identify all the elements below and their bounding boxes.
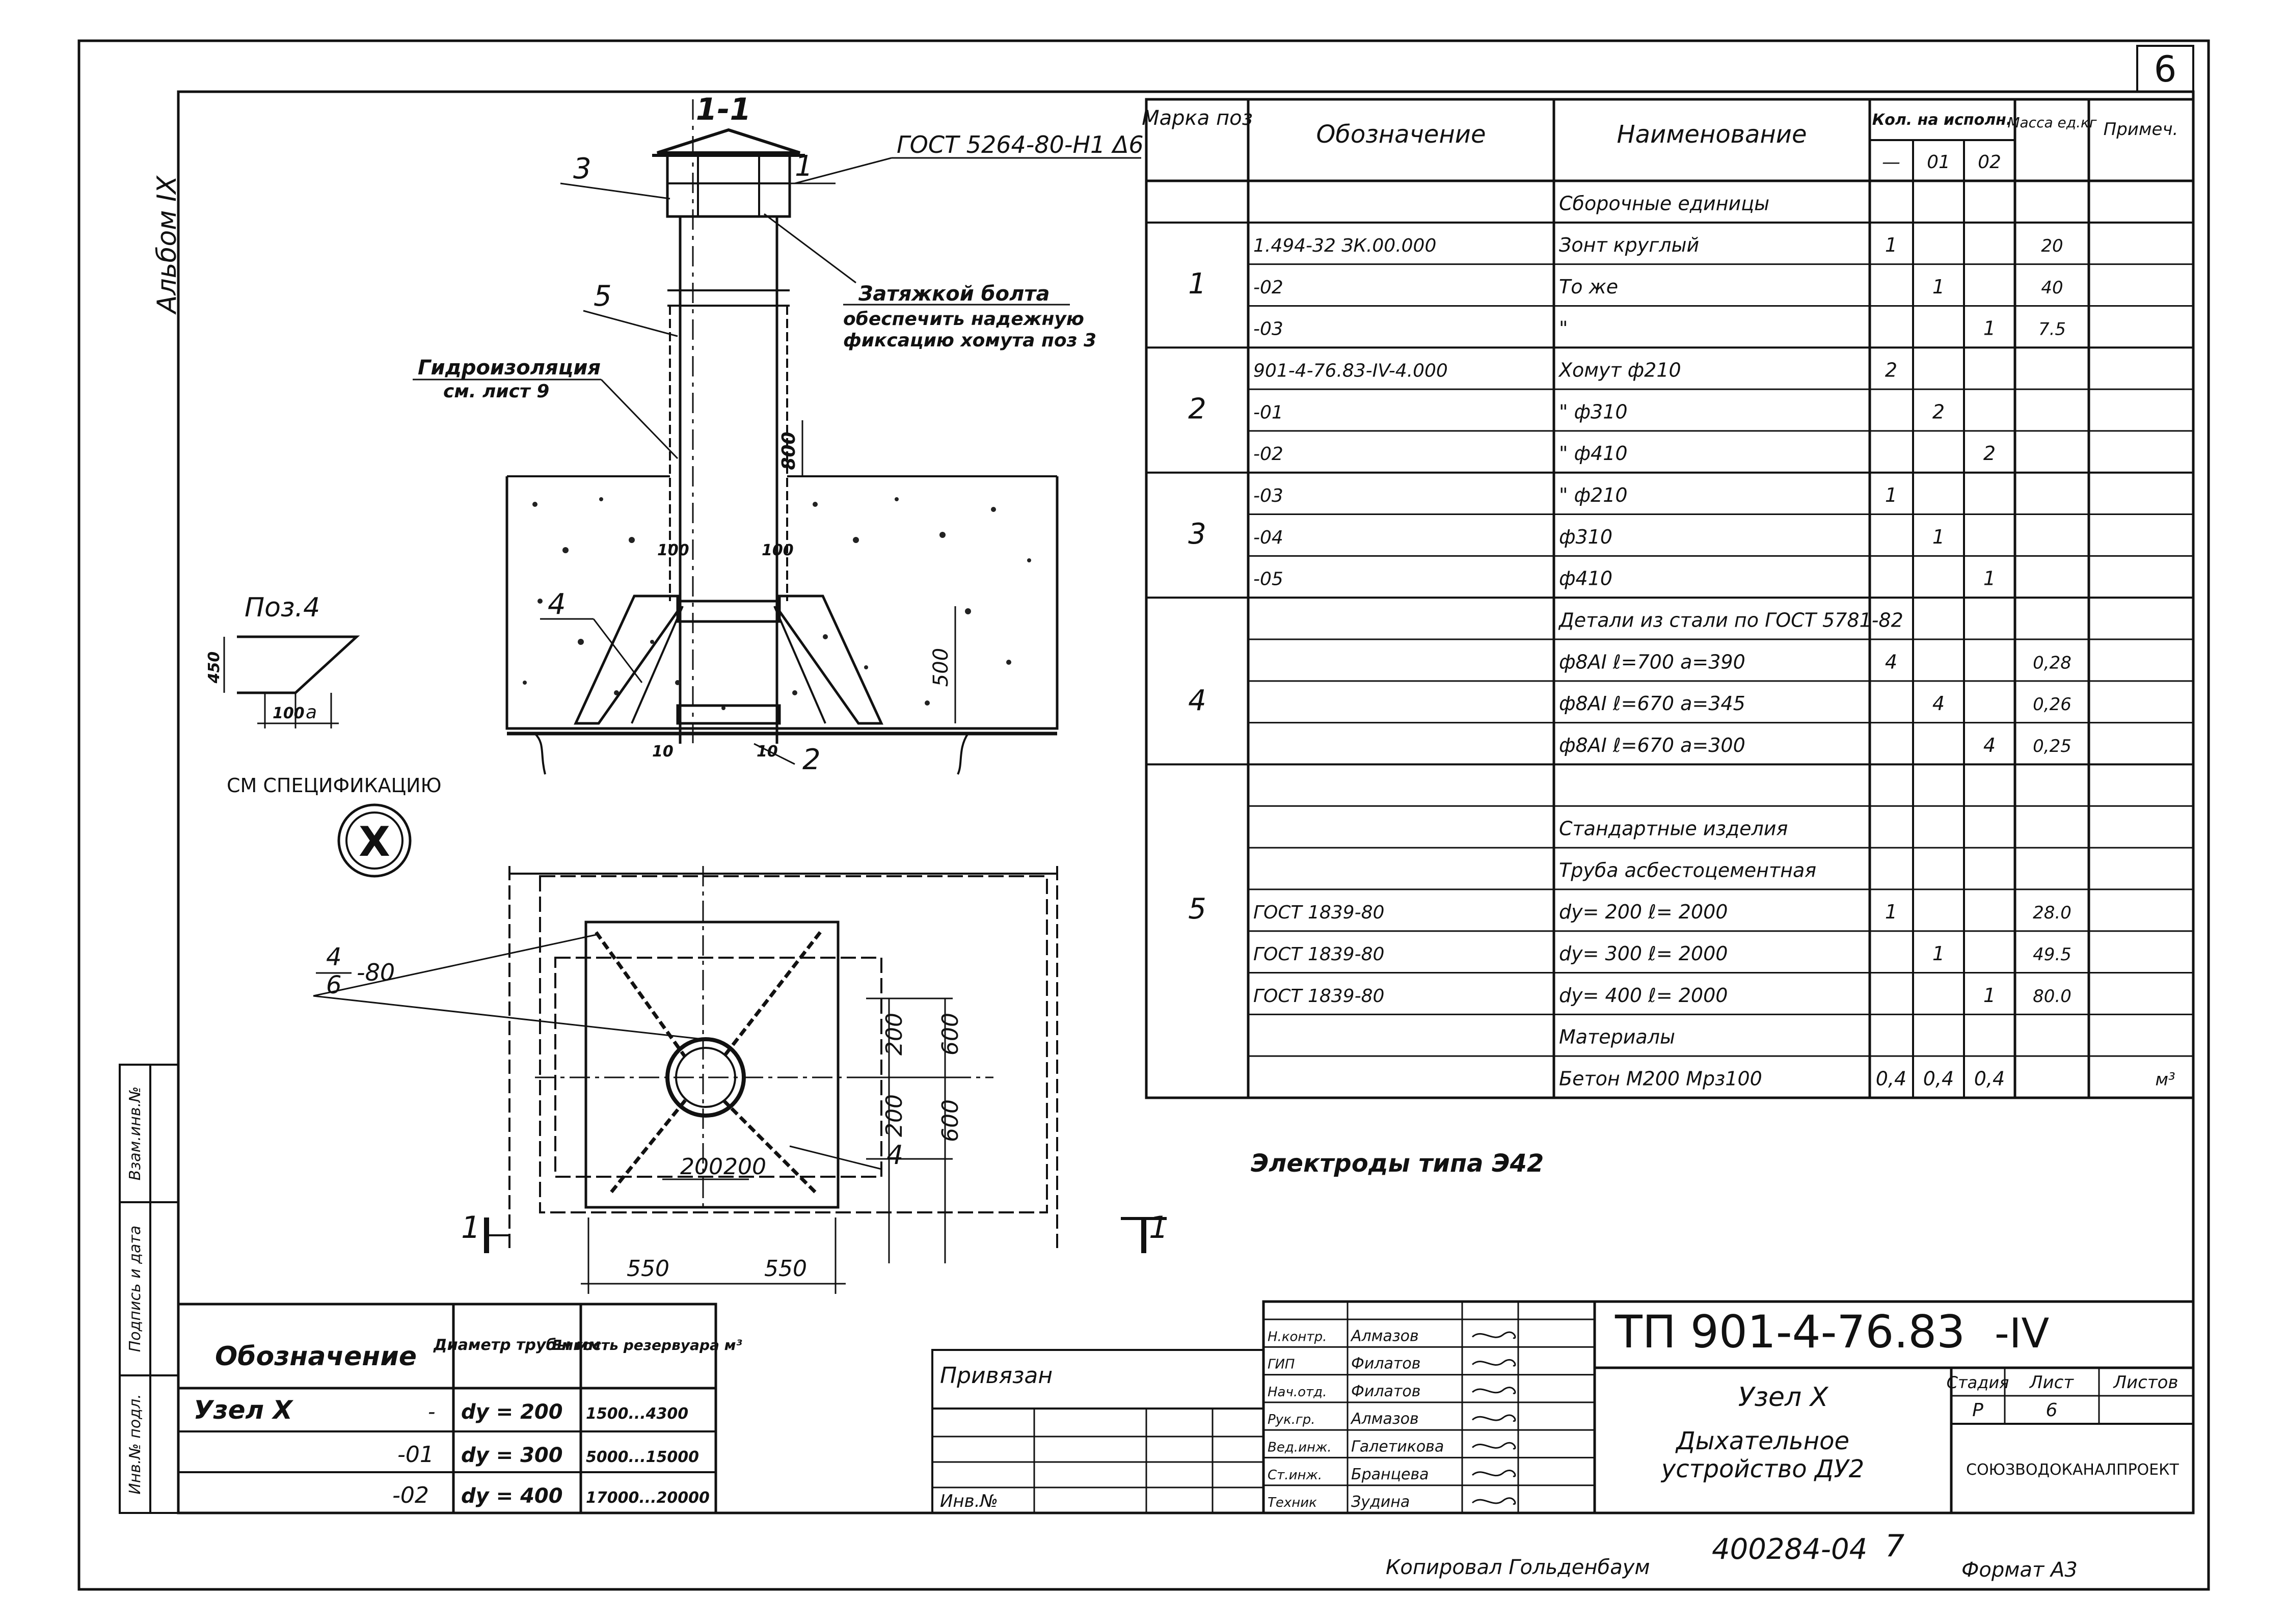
svg-text:Инв.№ подл.: Инв.№ подл. — [126, 1394, 144, 1495]
spec-cell-pos: 4 — [1188, 684, 1206, 718]
spec-cell-q1: 1 — [1932, 942, 1945, 965]
svg-text:550: 550 — [764, 1256, 807, 1282]
ver-hdr-diam: Диаметр трубы мм — [433, 1336, 601, 1354]
sheet-number: 6 — [2154, 48, 2177, 90]
svg-text:Узел X: Узел X — [194, 1395, 293, 1425]
svg-text:1500...4300: 1500...4300 — [586, 1405, 689, 1423]
footer-copied: Копировал Гольденбаум — [1386, 1556, 1650, 1579]
section-mark-right: 1 — [1149, 1210, 1169, 1246]
ver-hdr-cap: Емкость резервуара м³ — [552, 1337, 742, 1354]
spec-cell-naim: То же — [1559, 275, 1619, 298]
spec-cell-naim: Хомут ф210 — [1559, 359, 1681, 382]
gost-label: ГОСТ 5264-80-Н1 Δ6 — [897, 131, 1144, 158]
spec-cell-oboz: -02 — [1253, 277, 1283, 298]
title-album: -IV — [1995, 1310, 2050, 1357]
spec-cell-m: 7.5 — [2038, 319, 2066, 340]
spec-cell-q1: 2 — [1932, 400, 1945, 423]
hdr-marka: Марка поз — [1142, 106, 1253, 130]
spec-cell-oboz: -05 — [1253, 569, 1283, 590]
spec-cell-oboz: -02 — [1253, 444, 1283, 465]
spec-cell-naim: dу= 400 ℓ= 2000 — [1559, 984, 1728, 1007]
role-label: Н.контр. — [1268, 1329, 1327, 1345]
footer-doc-no: 400284-04 — [1712, 1533, 1868, 1566]
title-block — [1263, 1302, 2193, 1513]
signature — [1472, 1388, 1515, 1394]
weld-len: -80 — [357, 959, 395, 986]
svg-text:Взам.инв.№: Взам.инв.№ — [126, 1086, 144, 1181]
svg-text:200: 200 — [723, 1154, 766, 1180]
spec-cell-q1: 4 — [1932, 692, 1945, 715]
title-node: Узел X — [1738, 1382, 1828, 1413]
side-stamps — [120, 1065, 178, 1513]
footer-num: 7 — [1885, 1528, 1905, 1564]
binding-inv: Инв.№ — [940, 1491, 998, 1511]
spec-cell-q1: 1 — [1932, 525, 1945, 548]
role-label: Техник — [1268, 1495, 1317, 1511]
hdr-kol-1: 01 — [1927, 152, 1950, 173]
hdr-kol: Кол. на исполн. — [1872, 111, 2012, 129]
role-label: Нач.отд. — [1268, 1384, 1327, 1400]
svg-text:10: 10 — [757, 743, 778, 761]
svg-text:100: 100 — [762, 542, 794, 559]
spec-cell-naim: Детали из стали по ГОСТ 5781-82 — [1559, 609, 1903, 632]
plan-view — [313, 866, 1168, 1294]
pos4-bar-shape — [237, 637, 357, 693]
spec-cell-naim: ф410 — [1559, 567, 1613, 590]
hydro-note-2: см. лист 9 — [443, 381, 550, 402]
spec-note: СМ СПЕЦИФИКАЦИЮ — [227, 774, 442, 797]
signature — [1472, 1443, 1515, 1449]
svg-text:Лист: Лист — [2029, 1372, 2074, 1393]
spec-cell-pos: 3 — [1188, 517, 1206, 551]
bolt-note-3: фиксацию хомута поз 3 — [843, 330, 1097, 351]
svg-text:800: 800 — [778, 431, 799, 470]
signature — [1472, 1415, 1515, 1421]
spec-cell-naim: ф8AI ℓ=670 а=300 — [1559, 734, 1745, 756]
callout-5: 5 — [594, 280, 612, 313]
footer-format: Формат А3 — [1961, 1558, 2078, 1582]
spec-cell-q0: 1 — [1885, 484, 1898, 506]
spec-cell-q2: 0,4 — [1974, 1067, 2005, 1090]
spec-cell-oboz: -01 — [1253, 402, 1283, 423]
svg-text:а: а — [306, 702, 317, 723]
spec-cell-oboz: ГОСТ 1839-80 — [1253, 985, 1385, 1007]
spec-cell-q0: 1 — [1885, 901, 1898, 924]
spec-cell-q2: 1 — [1983, 984, 1996, 1007]
person-name: Галетикова — [1351, 1438, 1444, 1456]
binding-label: Привязан — [940, 1363, 1053, 1389]
person-name: Бранцева — [1351, 1465, 1429, 1483]
svg-text:17000...20000: 17000...20000 — [586, 1489, 710, 1507]
hdr-prim: Примеч. — [2103, 119, 2178, 140]
svg-text:-02: -02 — [392, 1482, 429, 1508]
svg-text:5000...15000: 5000...15000 — [586, 1448, 699, 1466]
bolt-note-2: обеспечить надежную — [843, 309, 1084, 330]
spec-cell-pos: 1 — [1188, 267, 1206, 301]
spec-cell-m: 0,25 — [2033, 736, 2071, 756]
spec-cell-naim: dу= 300 ℓ= 2000 — [1559, 942, 1728, 965]
umbrella-cap — [657, 130, 800, 153]
spec-cell-naim: " ф310 — [1559, 400, 1628, 423]
section-view — [413, 92, 1144, 776]
hdr-naim: Наименование — [1617, 120, 1807, 149]
hdr-kol-2: 02 — [1978, 152, 2001, 173]
spec-cell-naim: Материалы — [1559, 1025, 1675, 1048]
svg-text:6: 6 — [2046, 1400, 2058, 1421]
spec-cell-m: 49.5 — [2033, 944, 2071, 965]
svg-text:200: 200 — [881, 1013, 907, 1055]
hdr-massa: Масса ед.кг — [2007, 114, 2097, 131]
spec-cell-q1: 0,4 — [1923, 1067, 1954, 1090]
spec-cell-m: 0,28 — [2033, 653, 2071, 673]
spec-cell-m: 80.0 — [2033, 986, 2071, 1007]
spec-cell-q2: 4 — [1983, 734, 1996, 756]
spec-cell-naim: " ф210 — [1559, 484, 1628, 506]
spec-cell-naim: Труба асбестоцементная — [1559, 859, 1817, 882]
svg-text:500: 500 — [929, 647, 953, 687]
spec-cell-m: 20 — [2041, 236, 2063, 257]
title-name-1: Дыхательное — [1676, 1427, 1849, 1455]
spec-symbol: X — [359, 818, 390, 865]
spec-cell-naim: " ф410 — [1559, 442, 1628, 465]
svg-text:550: 550 — [627, 1256, 669, 1282]
svg-text:dу = 200: dу = 200 — [461, 1400, 563, 1424]
spec-cell-m: 40 — [2041, 277, 2063, 298]
person-name: Алмазов — [1351, 1327, 1419, 1345]
inner-frame — [178, 92, 2193, 1513]
pos4-detail — [205, 592, 442, 876]
spec-cell-p: м³ — [2155, 1069, 2175, 1090]
spec-cell-naim: Стандартные изделия — [1559, 817, 1788, 840]
callout-1: 1 — [795, 150, 813, 183]
electrodes-note: Электроды типа Э42 — [1251, 1149, 1544, 1178]
ver-hdr-oboz: Обозначение — [214, 1341, 417, 1372]
svg-text:10: 10 — [652, 743, 674, 761]
spec-cell-oboz: 1.494-32 ЗК.00.000 — [1253, 235, 1437, 257]
svg-text:200: 200 — [881, 1094, 907, 1137]
title-name-2: устройство ДУ2 — [1661, 1455, 1865, 1483]
svg-text:450: 450 — [205, 651, 223, 684]
callout-2: 2 — [802, 743, 821, 776]
album-label: Альбом IX — [152, 175, 182, 314]
hdr-kol-0: — — [1882, 152, 1900, 173]
svg-text:Стадия: Стадия — [1946, 1373, 2009, 1392]
svg-text:-01: -01 — [397, 1442, 434, 1468]
signature — [1472, 1332, 1515, 1338]
spec-table — [1142, 99, 2193, 1098]
signature — [1472, 1498, 1515, 1504]
binding-block — [932, 1350, 1263, 1513]
section-mark-left: 1 — [461, 1210, 481, 1246]
callout-3: 3 — [573, 152, 591, 185]
spec-cell-naim: " — [1559, 317, 1568, 340]
person-name: Филатов — [1351, 1355, 1421, 1373]
spec-cell-q2: 1 — [1983, 317, 1996, 340]
svg-text:dу = 400: dу = 400 — [461, 1484, 563, 1508]
spec-cell-naim: dу= 200 ℓ= 2000 — [1559, 901, 1728, 924]
hdr-oboz: Обозначение — [1316, 120, 1486, 149]
section-label: 1-1 — [695, 92, 751, 127]
spec-cell-naim: Зонт круглый — [1559, 234, 1700, 257]
weld-num: 4 — [326, 943, 342, 971]
spec-cell-q0: 4 — [1885, 651, 1898, 673]
svg-text:Р: Р — [1972, 1400, 1983, 1421]
spec-cell-q0: 2 — [1885, 359, 1898, 382]
spec-cell-q0: 1 — [1885, 234, 1898, 257]
spec-cell-pos: 5 — [1188, 892, 1206, 926]
person-name: Зудина — [1351, 1493, 1410, 1511]
signature — [1472, 1360, 1515, 1366]
weld-den: 6 — [326, 971, 342, 999]
svg-text:200: 200 — [680, 1154, 723, 1180]
bolt-note-1: Затяжкой болта — [858, 282, 1050, 306]
spec-cell-naim: Бетон М200 Мрз100 — [1559, 1067, 1762, 1090]
spec-cell-oboz: -03 — [1253, 318, 1283, 340]
svg-text:100: 100 — [657, 542, 689, 559]
spec-cell-m: 0,26 — [2033, 694, 2071, 715]
spec-cell-naim: Сборочные единицы — [1559, 192, 1770, 215]
role-label: Рук.гр. — [1268, 1412, 1315, 1428]
svg-text:Листов: Листов — [2113, 1372, 2178, 1393]
spec-cell-q0: 0,4 — [1875, 1067, 1907, 1090]
callout-4-plan: 4 — [886, 1140, 904, 1171]
spec-cell-oboz: ГОСТ 1839-80 — [1253, 944, 1385, 965]
role-label: Вед.инж. — [1268, 1440, 1332, 1455]
svg-text:-: - — [428, 1400, 436, 1424]
spec-cell-oboz: ГОСТ 1839-80 — [1253, 902, 1385, 924]
spec-cell-q2: 1 — [1983, 567, 1996, 590]
svg-text:Подпись и дата: Подпись и дата — [126, 1225, 144, 1352]
svg-text:600: 600 — [937, 1099, 963, 1142]
svg-text:dу = 300: dу = 300 — [461, 1444, 563, 1467]
spec-cell-oboz: -04 — [1253, 527, 1283, 548]
version-table — [178, 1304, 742, 1513]
spec-cell-naim: ф310 — [1559, 525, 1613, 548]
person-name: Филатов — [1351, 1382, 1421, 1400]
title-code: ТП 901-4-76.83 — [1615, 1306, 1966, 1358]
svg-text:600: 600 — [937, 1013, 963, 1055]
spec-cell-oboz: 901-4-76.83-IV-4.000 — [1253, 360, 1448, 382]
spec-cell-q2: 2 — [1983, 442, 1996, 465]
title-org: СОЮЗВОДОКАНАЛПРОЕКТ — [1966, 1461, 2179, 1479]
spec-cell-m: 28.0 — [2033, 903, 2071, 924]
hydro-note-1: Гидроизоляция — [418, 356, 601, 380]
role-label: ГИП — [1268, 1357, 1295, 1372]
spec-cell-q1: 1 — [1932, 275, 1945, 298]
svg-text:100: 100 — [273, 705, 305, 722]
signature — [1472, 1471, 1515, 1477]
callout-4-section: 4 — [548, 588, 566, 621]
pos4-title: Поз.4 — [245, 592, 320, 623]
concrete-collar — [576, 596, 678, 723]
spec-cell-naim: ф8AI ℓ=670 а=345 — [1559, 692, 1745, 715]
spec-cell-naim: ф8AI ℓ=700 а=390 — [1559, 651, 1745, 673]
person-name: Алмазов — [1351, 1410, 1419, 1428]
spec-cell-pos: 2 — [1188, 392, 1206, 426]
role-label: Ст.инж. — [1268, 1467, 1323, 1483]
spec-cell-oboz: -03 — [1253, 485, 1283, 506]
